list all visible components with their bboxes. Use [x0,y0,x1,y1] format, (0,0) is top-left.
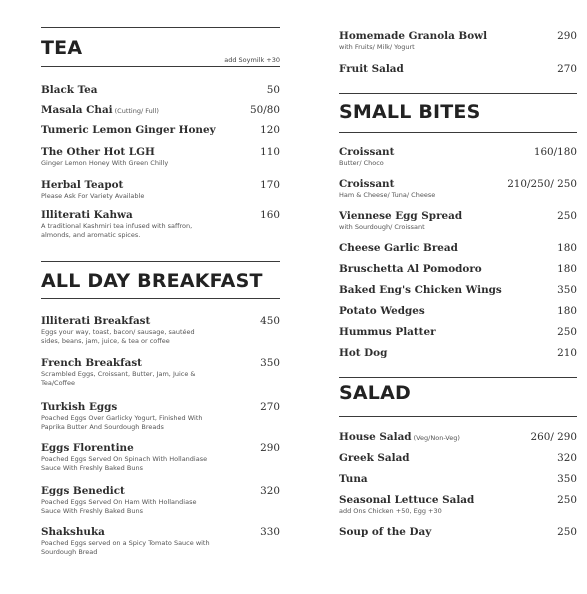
menu-item-description [41,498,280,516]
menu-item-hummus-platter [339,326,577,338]
menu-item-row [41,526,280,538]
menu-item-description-line: Poached Eggs Served On Ham With Hollandiase [41,498,197,506]
menu-item-name-text: Masala Chai [41,104,113,116]
menu-item-name-text: Seasonal Lettuce Salad [339,494,475,506]
menu-item-price: 210/250/ 250 [507,178,577,190]
menu-item-name [41,124,216,136]
menu-item-description [41,455,280,473]
menu-item-name [41,526,105,538]
menu-item-option-note: (Veg/Non-Veg) [413,434,460,442]
menu-item-description [339,223,577,232]
menu-item-description-line: Please Ask For Variety Available [41,192,145,200]
menu-item-description [41,328,280,346]
menu-item-price: 450 [260,315,280,327]
menu-item-name [339,63,404,75]
menu-item-row [41,442,280,454]
menu-item-name-text: The Other Hot LGH [41,146,155,158]
menu-item-hot-dog [339,347,577,359]
menu-item-turkish-eggs [41,401,280,432]
menu-item-name [41,401,117,413]
menu-item-description-line: Eggs your way, toast, bacon/ sausage, sautéed [41,328,195,336]
menu-item-description-line: Poached Eggs Served On Spinach With Hollandiase [41,455,208,463]
menu-item-name-text: Tumeric Lemon Ginger Honey [41,124,216,136]
menu-item-price: 250 [557,326,577,338]
menu-item-row [339,305,577,317]
menu-item-name-text: Fruit Salad [339,63,404,75]
menu-item-description [41,192,280,201]
menu-item-description-line: with Sourdough/ Croissant [339,223,425,231]
menu-item-description-line: with Fruits/ Milk/ Yogurt [339,43,415,51]
menu-item-row [339,210,577,222]
menu-item-description [339,191,577,200]
menu-item-price: 210 [557,347,577,359]
menu-item-name [339,263,482,275]
menu-item-row [41,401,280,413]
menu-item-baked-eng-s-chicken-wings [339,284,577,296]
menu-item-row [41,315,280,327]
small-bites-top-rule [339,93,577,94]
salad-bottom-rule [339,416,577,417]
menu-item-name-text: Tuna [339,473,368,485]
menu-item-name [339,526,431,538]
menu-item-name-text: House Salad [339,431,412,443]
menu-item-name [41,84,98,96]
menu-item-description [339,159,577,168]
menu-item-name-text: Bruschetta Al Pomodoro [339,263,482,275]
menu-item-croissant [339,178,577,200]
menu-item-description-line: sides, beans, jam, juice, & tea or coffee [41,337,170,345]
menu-item-name-text: Herbal Teapot [41,179,124,191]
menu-item-name-text: Shakshuka [41,526,105,538]
menu-item-name [339,452,410,464]
menu-item-name [41,179,123,191]
menu-item-name [339,347,387,359]
menu-item-name [41,442,134,454]
menu-item-price: 120 [260,124,280,136]
menu-item-cheese-garlic-bread [339,242,577,254]
menu-item-row [339,30,577,42]
menu-item-price: 180 [557,263,577,275]
menu-item-row [339,494,577,506]
menu-item-price: 320 [557,452,577,464]
menu-item-name-text: Baked Eng's Chicken Wings [339,284,502,296]
menu-item-description-line: Butter/ Choco [339,159,384,167]
menu-item-row [41,84,280,96]
tea-soymilk-note: add Soymilk +30 [224,56,280,64]
menu-item-row [339,242,577,254]
menu-item-row [339,146,577,158]
menu-item-name-text: Illiterati Breakfast [41,315,151,327]
tea-bottom-rule [41,66,280,67]
menu-item-name-text: Turkish Eggs [41,401,118,413]
menu-item-row [339,452,577,464]
menu-item-tuna [339,473,577,485]
menu-item-price: 350 [557,284,577,296]
menu-item-name-text: French Breakfast [41,357,142,369]
menu-item-name-text: Eggs Benedict [41,485,125,497]
menu-item-description-line: Paprika Butter And Sourdough Breads [41,423,164,431]
menu-item-name [41,315,150,327]
menu-item-name [339,473,368,485]
menu-item-description-line: Scrambled Eggs, Croissant, Butter, Jam, Juice & [41,370,196,378]
menu-item-description [41,159,280,168]
tea-top-rule [41,27,280,28]
menu-item-name-text: Homemade Granola Bowl [339,30,488,42]
menu-item-price: 180 [557,242,577,254]
menu-item-house-salad [339,431,577,443]
small-bites-bottom-rule [339,132,577,133]
menu-item-description-line: Poached Eggs Over Garlicky Yogurt, Finished With [41,414,203,422]
menu-item-name [41,209,133,221]
menu-item-price: 320 [260,485,280,497]
menu-item-name-text: Illiterati Kahwa [41,209,133,221]
menu-item-description [41,414,280,432]
menu-item-name [339,178,394,190]
menu-item-price: 110 [260,146,280,158]
menu-item-name [41,146,155,158]
menu-item-price: 250 [557,494,577,506]
menu-item-description-line: Tea/Coffee [41,379,76,387]
breakfast-section-title: ALL DAY BREAKFAST [41,270,263,292]
menu-item-french-breakfast [41,357,280,388]
menu-item-row [339,473,577,485]
menu-item-description [41,539,280,557]
menu-item-name-text: Cheese Garlic Bread [339,242,458,254]
menu-item-eggs-benedict [41,485,280,516]
menu-item-name-text: Soup of the Day [339,526,432,538]
menu-item-option-note: (Cutting/ Full) [114,107,159,115]
menu-item-price: 270 [557,63,577,75]
menu-item-name [339,305,425,317]
menu-item-croissant [339,146,577,168]
menu-item-price: 180 [557,305,577,317]
menu-item-bruschetta-al-pomodoro [339,263,577,275]
menu-item-price: 350 [557,473,577,485]
menu-item-row [41,179,280,191]
menu-item-name-text: Potato Wedges [339,305,425,317]
menu-item-row [41,485,280,497]
menu-item-eggs-florentine [41,442,280,473]
menu-item-name [339,30,487,42]
menu-item-illiterati-kahwa [41,209,280,240]
menu-item-description [41,370,280,388]
menu-item-black-tea [41,84,280,96]
menu-item-fruit-salad [339,63,577,75]
menu-item-viennese-egg-spread [339,210,577,232]
menu-item-row [339,63,577,75]
menu-item-price: 260/ 290 [530,431,577,443]
menu-item-row [339,431,577,443]
menu-item-price: 350 [260,357,280,369]
menu-item-row [41,209,280,221]
menu-item-price: 250 [557,526,577,538]
breakfast-top-rule [41,261,280,262]
menu-item-price: 160/180 [533,146,577,158]
menu-item-description-line: Sauce With Freshly Baked Buns [41,507,143,515]
menu-item-name [339,146,394,158]
menu-item-name-text: Hummus Platter [339,326,436,338]
menu-item-seasonal-lettuce-salad [339,494,577,516]
menu-item-row [41,146,280,158]
menu-item-row [41,124,280,136]
menu-item-name [339,326,436,338]
menu-item-price: 290 [557,30,577,42]
menu-item-description-line: Sauce With Freshly Baked Buns [41,464,143,472]
menu-item-row [339,347,577,359]
menu-item-name [339,431,460,443]
menu-item-name [339,210,462,222]
menu-item-name-text: Eggs Florentine [41,442,134,454]
menu-item-masala-chai [41,104,280,116]
small-bites-section-title: SMALL BITES [339,101,481,123]
menu-item-price: 170 [260,179,280,191]
menu-item-potato-wedges [339,305,577,317]
menu-item-name-text: Black Tea [41,84,98,96]
menu-item-description-line: add Ons Chicken +50, Egg +30 [339,507,442,515]
menu-item-name [339,242,458,254]
salad-section-title: SALAD [339,382,411,404]
menu-item-row [339,326,577,338]
menu-item-description [339,507,577,516]
menu-item-illiterati-breakfast [41,315,280,346]
menu-item-description-line: Poached Eggs served on a Spicy Tomato Sauce with [41,539,210,547]
menu-item-name-text: Hot Dog [339,347,388,359]
menu-item-tumeric-lemon-ginger-honey [41,124,280,136]
menu-item-name-text: Greek Salad [339,452,410,464]
menu-item-the-other-hot-lgh [41,146,280,168]
salad-top-rule [339,377,577,378]
breakfast-bottom-rule [41,298,280,299]
menu-item-price: 250 [557,210,577,222]
menu-item-description-line: Ginger Lemon Honey With Green Chilly [41,159,169,167]
menu-item-soup-of-the-day [339,526,577,538]
menu-item-shakshuka [41,526,280,557]
menu-item-price: 270 [260,401,280,413]
tea-section-title: TEA [41,37,83,59]
menu-item-name [41,357,142,369]
menu-item-price: 160 [260,209,280,221]
menu-item-row [339,526,577,538]
menu-item-name [339,284,502,296]
menu-item-price: 50/80 [250,104,280,116]
menu-item-name [339,494,474,506]
menu-item-description-line: Sourdough Bread [41,548,98,556]
menu-item-name [41,104,159,116]
menu-item-homemade-granola-bowl [339,30,577,52]
menu-item-description-line: Ham & Cheese/ Tuna/ Cheese [339,191,436,199]
menu-item-row [41,104,280,116]
menu-item-row [41,357,280,369]
menu-item-price: 50 [266,84,280,96]
menu-item-greek-salad [339,452,577,464]
menu-item-name [41,485,125,497]
menu-item-description [339,43,577,52]
menu-item-row [339,284,577,296]
menu-item-name-text: Croissant [339,178,395,190]
menu-item-herbal-teapot [41,179,280,201]
menu-item-description [41,222,280,240]
menu-item-name-text: Croissant [339,146,395,158]
menu-item-name-text: Viennese Egg Spread [339,210,463,222]
menu-item-price: 290 [260,442,280,454]
menu-item-description-line: almonds, and aromatic spices. [41,231,141,239]
menu-item-description-line: A traditional Kashmiri tea infused with saffron, [41,222,193,230]
menu-item-row [339,178,577,190]
menu-item-price: 330 [260,526,280,538]
menu-item-row [339,263,577,275]
